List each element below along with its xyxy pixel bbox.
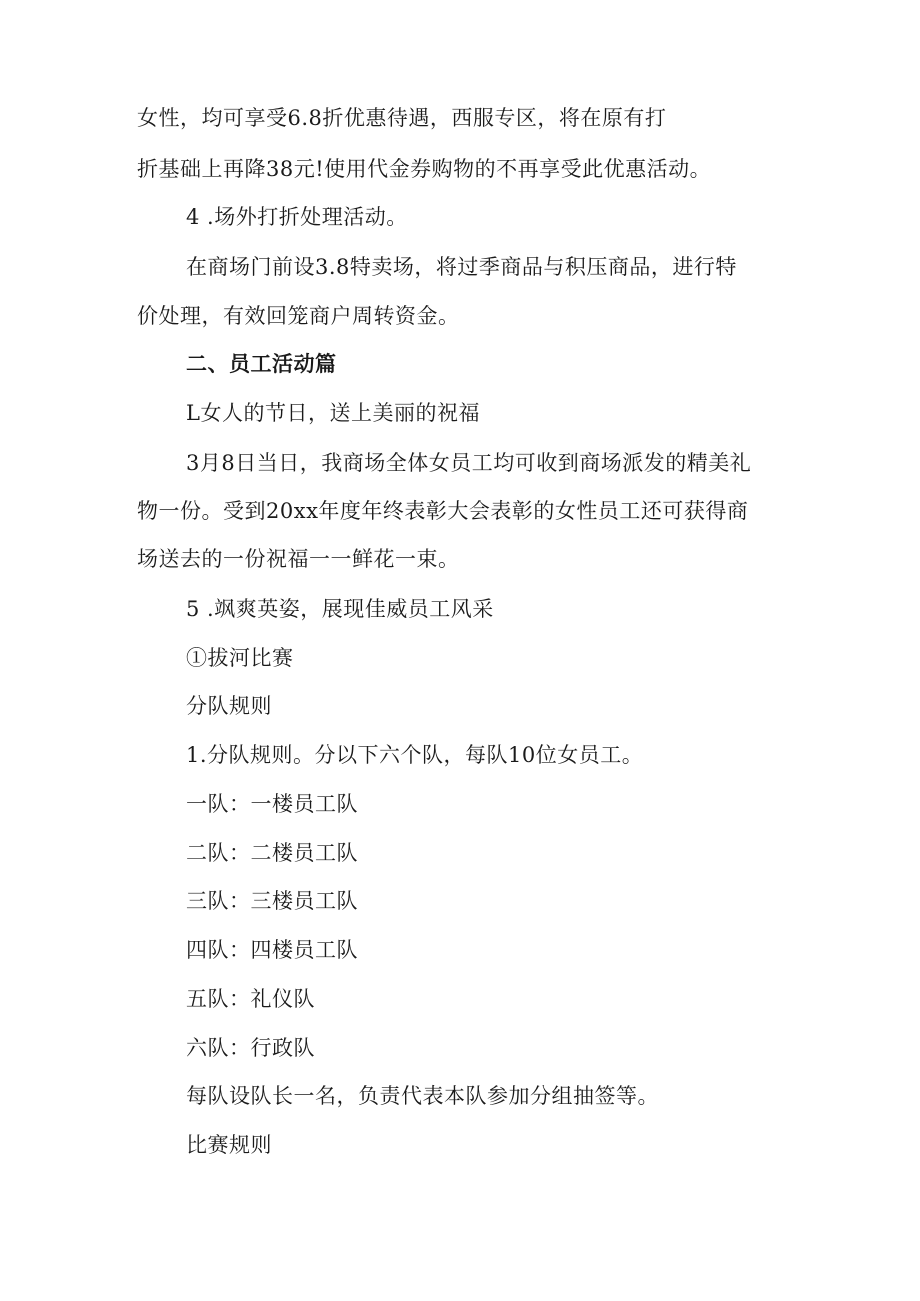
- section-heading-employee-activities: 二、员工活动篇: [186, 351, 337, 376]
- team-item-1: 一队：一楼员工队: [186, 792, 358, 816]
- subheading-match-rules: 比赛规则: [186, 1133, 272, 1157]
- text-line-21: 每队设队长一名，负责代表本队参加分组抽签等。: [186, 1084, 659, 1108]
- subheading-team-rules: 分队规则: [186, 694, 272, 718]
- text-line-1: 女性，均可享受6.8折优惠待遇，西服专区，将在原有打: [137, 106, 667, 130]
- subheading-womens-day: L女人的节日，送上美丽的祝福: [186, 401, 480, 425]
- text-line-8: 3月8日当日，我商场全体女员工均可收到商场派发的精美礼: [186, 451, 752, 475]
- text-line-10: 场送去的一份祝福一一鲜花一束。: [137, 547, 460, 571]
- team-item-2: 二队：二楼员工队: [186, 841, 358, 865]
- team-item-6: 六队：行政队: [186, 1036, 315, 1060]
- section-item-5: 5 .飒爽英姿，展现佳威员工风采: [186, 597, 494, 621]
- text-line-2: 折基础上再降38元!使用代金券购物的不再享受此优惠活动。: [137, 157, 712, 181]
- text-line-14: 1.分队规则。分以下六个队，每队10位女员工。: [186, 743, 644, 767]
- section-item-4: 4 .场外打折处理活动。: [186, 205, 408, 229]
- text-line-9: 物一份。受到20xx年度年终表彰大会表彰的女性员工还可获得商: [137, 499, 749, 523]
- subheading-tug-of-war: ①拔河比赛: [186, 646, 294, 670]
- text-line-5: 价处理，有效回笼商户周转资金。: [137, 304, 460, 328]
- text-line-4: 在商场门前设3.8特卖场，将过季商品与积压商品，进行特: [186, 255, 737, 279]
- team-item-3: 三队：三楼员工队: [186, 889, 358, 913]
- team-item-5: 五队：礼仪队: [186, 987, 315, 1011]
- team-item-4: 四队：四楼员工队: [186, 938, 358, 962]
